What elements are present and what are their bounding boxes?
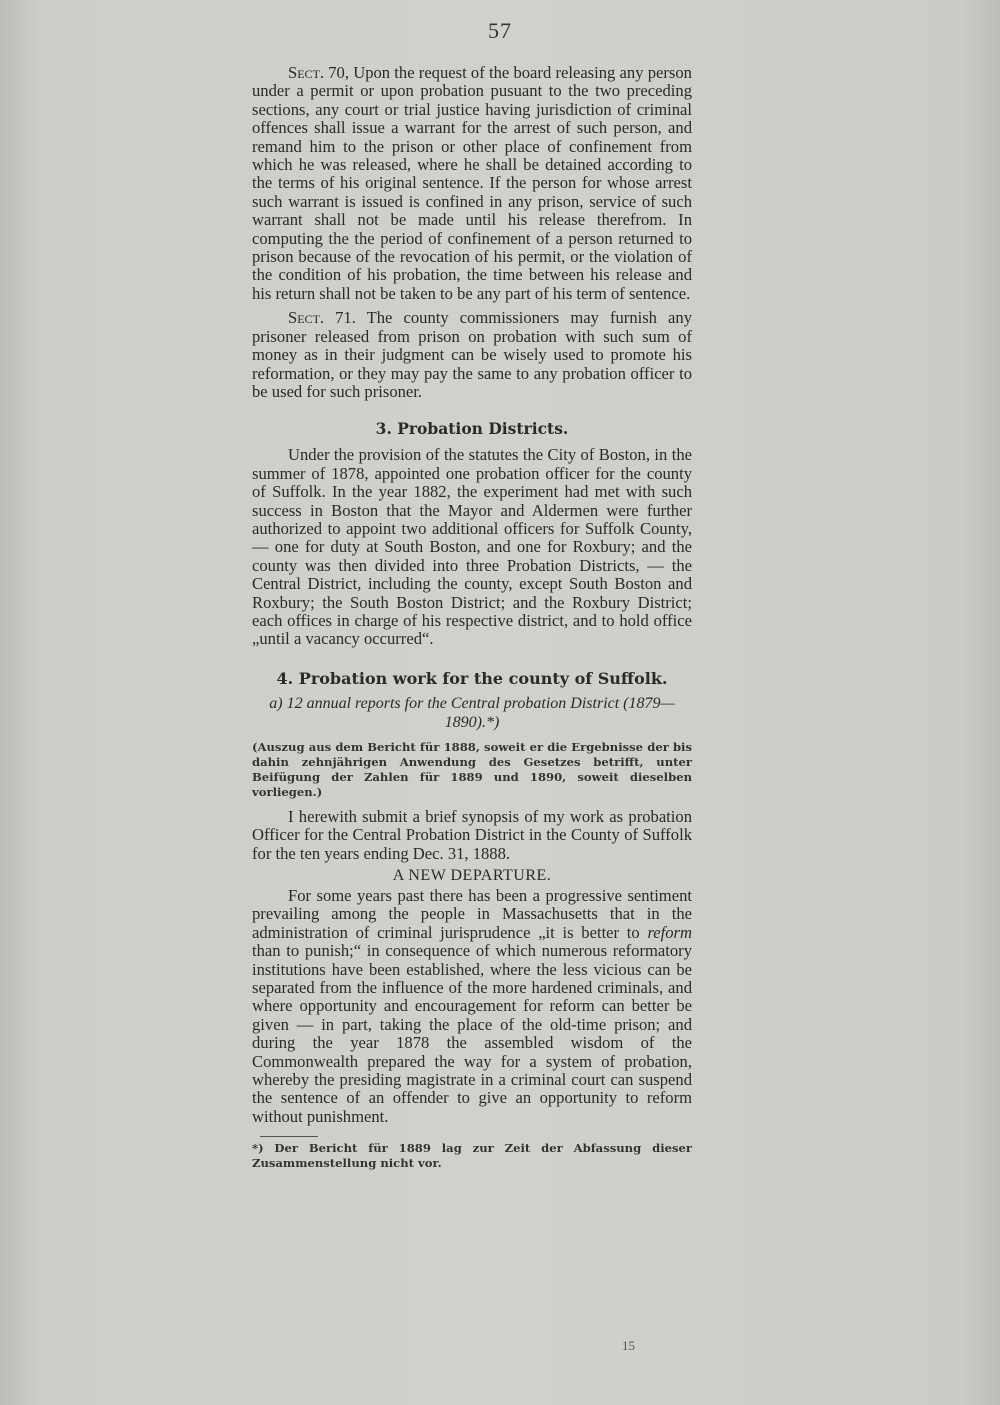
- german-excerpt-note: (Auszug aus dem Bericht für 1888, soweit er die Ergebnisse der bis dahin zehnjährigen Anwendung des Gesetzes betrifft, unter Beifügung der Zahlen für 1889 und 1890, soweit dieselben vorliegen.): [252, 739, 692, 799]
- page-number: 57: [488, 18, 512, 43]
- new-departure-emphasis: reform: [647, 922, 692, 942]
- new-departure-heading: A NEW DEPARTURE.: [392, 867, 552, 884]
- new-departure-text-end: than to punish;“ in consequence of which numerous reformatory institutions have been established, where the less vicious can be separated from the influence of the more hardened criminals, and where opportunity and encouragement for reform can better be given — in part, taking the place of the old-time prison; and during the year 1878 the assembled wisdom of the Commonwealth prepared the way for a system of probation, whereby the presiding magistrate in a criminal court can suspend the sentence of an offender to give an opportunity to reform without punishment.: [252, 941, 692, 1126]
- report-intro-paragraph: I herewith submit a brief synopsis of my work as probation Officer for the Central Probation District in the County of Suffolk for the ten years ending Dec. 31, 1888.: [252, 806, 692, 863]
- section-71-label: Sect. 71.: [288, 308, 356, 328]
- section-3-paragraph: Under the provision of the statutes the City of Boston, in the summer of 1878, appointed one probation officer for the county of Suffolk. In the year 1882, the experiment had met with such success in Boston that the Mayor and Aldermen were further authorized to appoint two additional officers for Suffolk County, — one for duty at South Boston, and one for Roxbury; and the county was then divided into three Probation Districts, — the Central District, including the county, except South Boston and Roxbury; the South Boston District; and the Roxbury District; each offices in charge of his respective district, and to hold office „until a vacancy occurred“.: [252, 445, 692, 649]
- section-70-label: Sect. 70,: [288, 63, 349, 82]
- section-3-heading: 3. Probation Districts.: [375, 419, 569, 439]
- footnote: *) Der Bericht für 1889 lag zur Zeit der Abfassung dieser Zusammenstellung nicht vor.: [252, 1141, 692, 1171]
- signature-mark: 15: [622, 1338, 635, 1353]
- section-70-paragraph: [252, 64, 692, 303]
- text-column: [252, 64, 692, 1171]
- section-71-paragraph: [252, 309, 692, 401]
- section-4-heading: 4. Probation work for the county of Suffolk.: [276, 668, 668, 688]
- new-departure-text-start: For some years past there has been a progressive sentiment prevailing among the people in Massachusetts that in the administration of criminal jurisprudence „it is better to: [252, 886, 692, 942]
- section-70-text: Upon the request of the board releasing any person under a permit or upon probation pusuant to the two preceding sections, any court or trial justice having jurisdiction of criminal offences shall issue a warrant for the arrest of such person, and remand him to the prison or other place of confinement from which he was released, where he shall be detained according to the terms of his original sentence. If the person for whose arrest such warrant is issued is confined in any prison, service of such warrant shall not be made until his release therefrom. In computing the the period of confinement of a person returned to prison because of the revocation of his permit, or the violation of the condition of his probation, the time between his release and his return shall not be taken to be any part of his term of sentence.: [252, 63, 692, 303]
- section-71-text: The county commissioners may furnish any prisoner released from prison on probation with such sum of money as in their judgment can be wisely used to promote his reformation, or they may pay the same to any probation officer to be used for such prisoner.: [252, 308, 692, 401]
- footnote-rule: [260, 1136, 318, 1137]
- section-4-subheading: a) 12 annual reports for the Central probation District (1879—1890).*): [269, 694, 675, 731]
- new-departure-paragraph: [252, 887, 692, 1126]
